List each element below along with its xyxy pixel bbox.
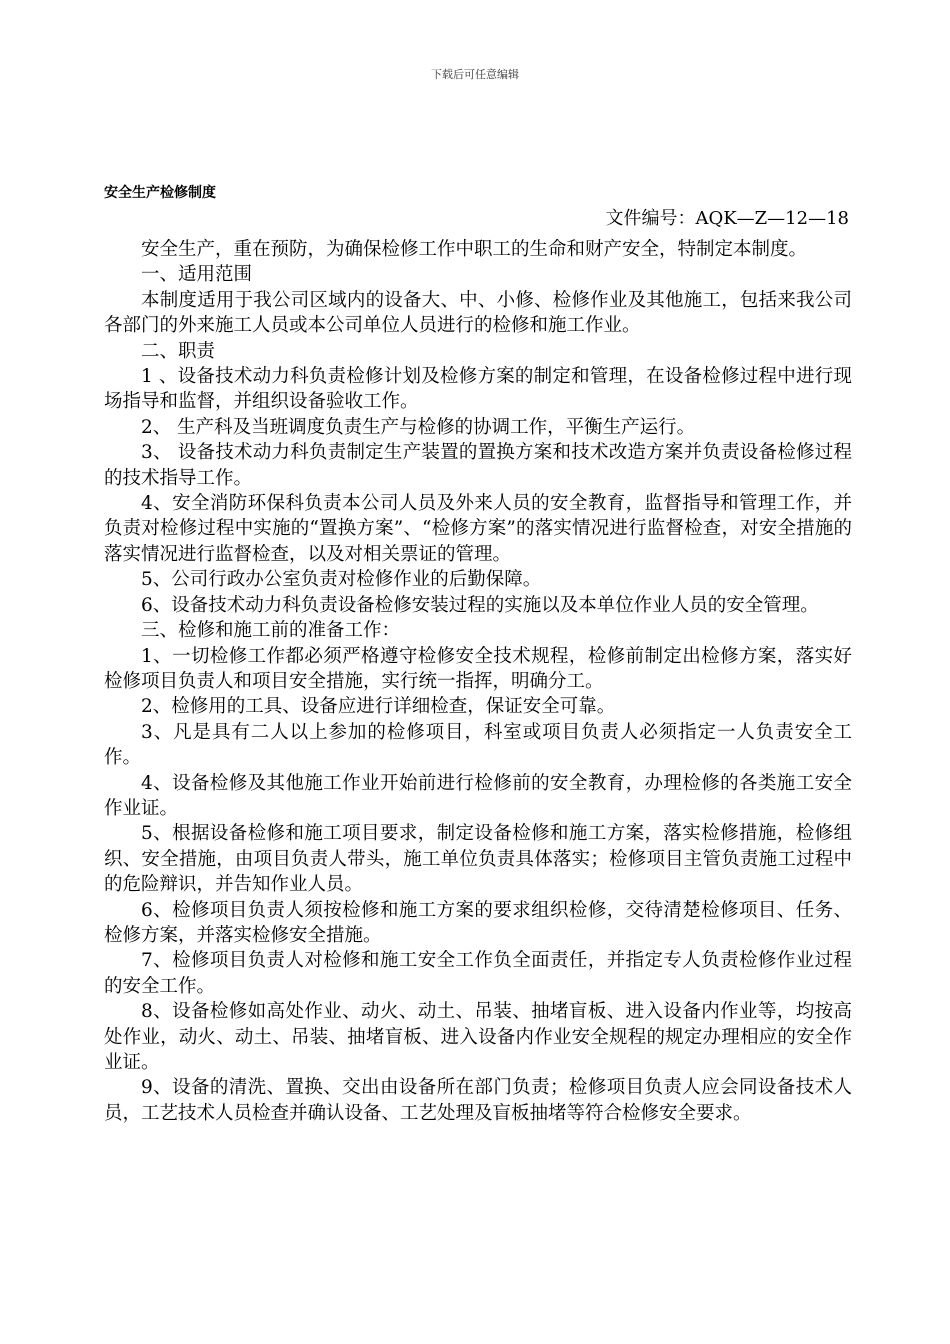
paragraph: 4、设备检修及其他施工作业开始前进行检修前的安全教育，办理检修的各类施工安全作业证。: [104, 772, 852, 819]
document-title: 安全生产检修制度: [104, 185, 216, 201]
paragraph: 1、一切检修工作都必须严格遵守检修安全技术规程，检修前制定出检修方案，落实好检修项目负责人和项目安全措施，实行统一指挥，明确分工。: [104, 645, 852, 692]
paragraph: 3、凡是具有二人以上参加的检修项目，科室或项目负责人必须指定一人负责安全工作。: [104, 721, 852, 769]
paragraph: 1 、设备技术动力科负责检修计划及检修方案的制定和管理，在设备检修过程中进行现场指导和监督，并组织设备验收工作。: [104, 366, 852, 413]
paragraph: 5、根据设备检修和施工项目要求，制定设备检修和施工方案，落实检修措施，检修组织、安全措施，由项目负责人带头，施工单位负责具体落实；检修项目主管负责施工过程中的危险辩识，并告知作业人员。: [104, 823, 852, 896]
paragraph: 6、检修项目负责人须按检修和施工方案的要求组织检修，交待清楚检修项目、任务、检修方案，并落实检修安全措施。: [104, 899, 852, 946]
section-heading-scope: 一、适用范围: [141, 264, 253, 286]
paragraph: 2、 生产科及当班调度负责生产与检修的协调工作，平衡生产运行。: [141, 416, 696, 438]
document-number: 文件编号：AQK—Z—12—18: [605, 208, 849, 229]
paragraph: 5、公司行政办公室负责对检修作业的后勤保障。: [141, 569, 542, 591]
paragraph: 3、 设备技术动力科负责制定生产装置的置换方案和技术改造方案并负责设备检修过程的技术指导工作。: [104, 442, 852, 489]
section-heading-preparation: 三、检修和施工前的准备工作：: [141, 620, 401, 642]
paragraph: 2、检修用的工具、设备应进行详细检查，保证安全可靠。: [141, 696, 616, 718]
paragraph: 本制度适用于我公司区域内的设备大、中、小修、检修作业及其他施工，包括来我公司各部门的外来施工人员或本公司单位人员进行的检修和施工作业。: [104, 289, 852, 337]
paragraph: 9、设备的清洗、置换、交出由设备所在部门负责；检修项目负责人应会同设备技术人员，工艺技术人员检查并确认设备、工艺处理及盲板抽堵等符合检修安全要求。: [104, 1077, 852, 1124]
page-header-note: 下载后可任意编辑: [431, 68, 519, 81]
intro-paragraph: 安全生产，重在预防，为确保检修工作中职工的生命和财产安全，特制定本制度。: [141, 239, 808, 260]
paragraph: 4、安全消防环保科负责本公司人员及外来人员的安全教育，监督指导和管理工作，并负责对检修过程中实施的“置换方案”、“检修方案”的落实情况进行监督检查，对安全措施的落实情况进行监督检查，以及对相关票证的管理。: [104, 493, 852, 565]
section-heading-duties: 二、职责: [141, 340, 216, 362]
paragraph: 7、检修项目负责人对检修和施工安全工作负全面责任，并指定专人负责检修作业过程的安全工作。: [104, 950, 852, 997]
paragraph: 6、设备技术动力科负责设备检修安装过程的实施以及本单位作业人员的安全管理。: [141, 594, 819, 616]
paragraph: 8、设备检修如高处作业、动火、动土、吊装、抽堵盲板、进入设备内作业等，均按高处作业，动火、动土、吊装、抽堵盲板、进入设备内作业安全规程的规定办理相应的安全作业证。: [104, 1001, 852, 1073]
document-body: [104, 237, 852, 1126]
